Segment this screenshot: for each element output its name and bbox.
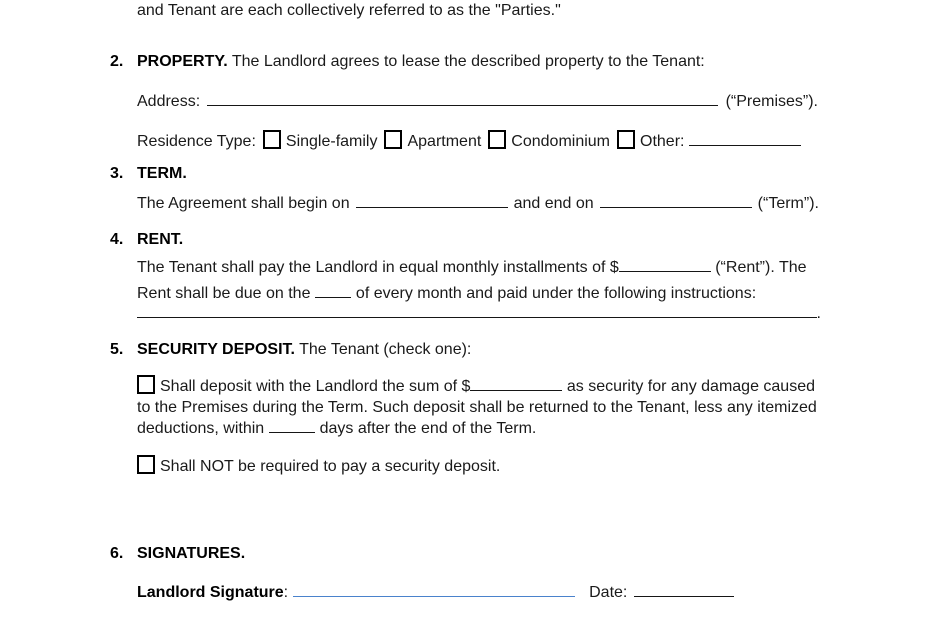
section-term-title: TERM. (137, 165, 187, 182)
intro-line: and Tenant are each collectively referred to as the "Parties." (137, 2, 561, 19)
premises-suffix: (“Premises”). (725, 93, 818, 110)
term-begin-text: The Agreement shall begin on (137, 195, 350, 212)
date-label: Date: (589, 584, 628, 601)
term-line (137, 193, 827, 213)
no-deposit-checkbox[interactable] (137, 455, 155, 474)
section-signatures-heading (110, 545, 245, 563)
section-deposit-title: SECURITY DEPOSIT. (137, 341, 295, 358)
term-middle-text: and end on (513, 195, 594, 212)
residence-type-label: Residence Type: (137, 133, 256, 150)
landlord-signature-field[interactable] (293, 582, 575, 597)
section-rent-heading (110, 231, 183, 249)
single-family-label: Single-family (285, 133, 378, 150)
section-property-heading (110, 53, 830, 71)
payment-instructions-row (137, 303, 821, 323)
section-term-heading (110, 165, 187, 183)
rent-seg2: (“Rent”). The Rent shall be due on the (137, 259, 807, 302)
landlord-signature-label: Landlord Signature (137, 584, 284, 601)
payment-instructions-field[interactable] (137, 303, 817, 318)
signature-date-field[interactable] (634, 582, 734, 597)
rent-seg1: The Tenant shall pay the Landlord in equal monthly installments of $ (137, 259, 619, 276)
deposit-required-checkbox[interactable] (137, 375, 155, 394)
condominium-label: Condominium (511, 133, 611, 150)
signature-row (137, 582, 827, 602)
deposit-amount-field[interactable] (470, 378, 562, 391)
apartment-label: Apartment (407, 133, 482, 150)
section-signatures-title: SIGNATURES. (137, 545, 246, 562)
section-property-number: 2. (110, 53, 124, 70)
other-field[interactable] (689, 131, 801, 146)
address-label: Address: (137, 93, 201, 110)
section-term-number: 3. (110, 165, 124, 182)
rent-seg3: of every month and paid under the following instructions: (351, 285, 757, 302)
section-deposit-lead: The Tenant (check one): (294, 341, 472, 358)
term-end-date-field[interactable] (600, 193, 752, 208)
section-signatures-number: 6. (110, 545, 124, 562)
section-property-lead: The Landlord agrees to lease the described property to the Tenant: (227, 53, 705, 70)
no-deposit-label: Shall NOT be required to pay a security deposit. (160, 458, 501, 475)
section-deposit-number: 5. (110, 341, 124, 358)
deposit-option-2 (137, 455, 827, 476)
rent-amount-field[interactable] (619, 257, 711, 272)
residence-type-row (137, 130, 857, 151)
deposit-option-1 (137, 375, 829, 439)
address-row (137, 91, 818, 111)
rent-due-day-field[interactable] (315, 283, 351, 298)
deposit-seg2: as security for any damage caused to the Premises during the Term. Such deposit shall be returned to the Tenant, less any itemized deductions, within (137, 378, 817, 437)
section-rent-title: RENT. (137, 231, 184, 248)
other-checkbox[interactable] (617, 130, 635, 149)
landlord-signature-colon: : (283, 584, 289, 601)
address-field[interactable] (207, 91, 717, 106)
other-label: Other: (640, 133, 685, 150)
apartment-checkbox[interactable] (384, 130, 402, 149)
deposit-return-days-field[interactable] (269, 420, 315, 433)
section-deposit-heading (110, 341, 830, 359)
instructions-period: . (816, 305, 821, 322)
rent-paragraph (137, 255, 827, 307)
term-suffix: (“Term”). (757, 195, 819, 212)
section-property-title: PROPERTY. (137, 53, 228, 70)
term-start-date-field[interactable] (356, 193, 508, 208)
section-rent-number: 4. (110, 231, 124, 248)
condominium-checkbox[interactable] (488, 130, 506, 149)
deposit-seg1: Shall deposit with the Landlord the sum of $ (160, 378, 471, 395)
single-family-checkbox[interactable] (263, 130, 281, 149)
deposit-seg3: days after the end of the Term. (315, 420, 537, 437)
